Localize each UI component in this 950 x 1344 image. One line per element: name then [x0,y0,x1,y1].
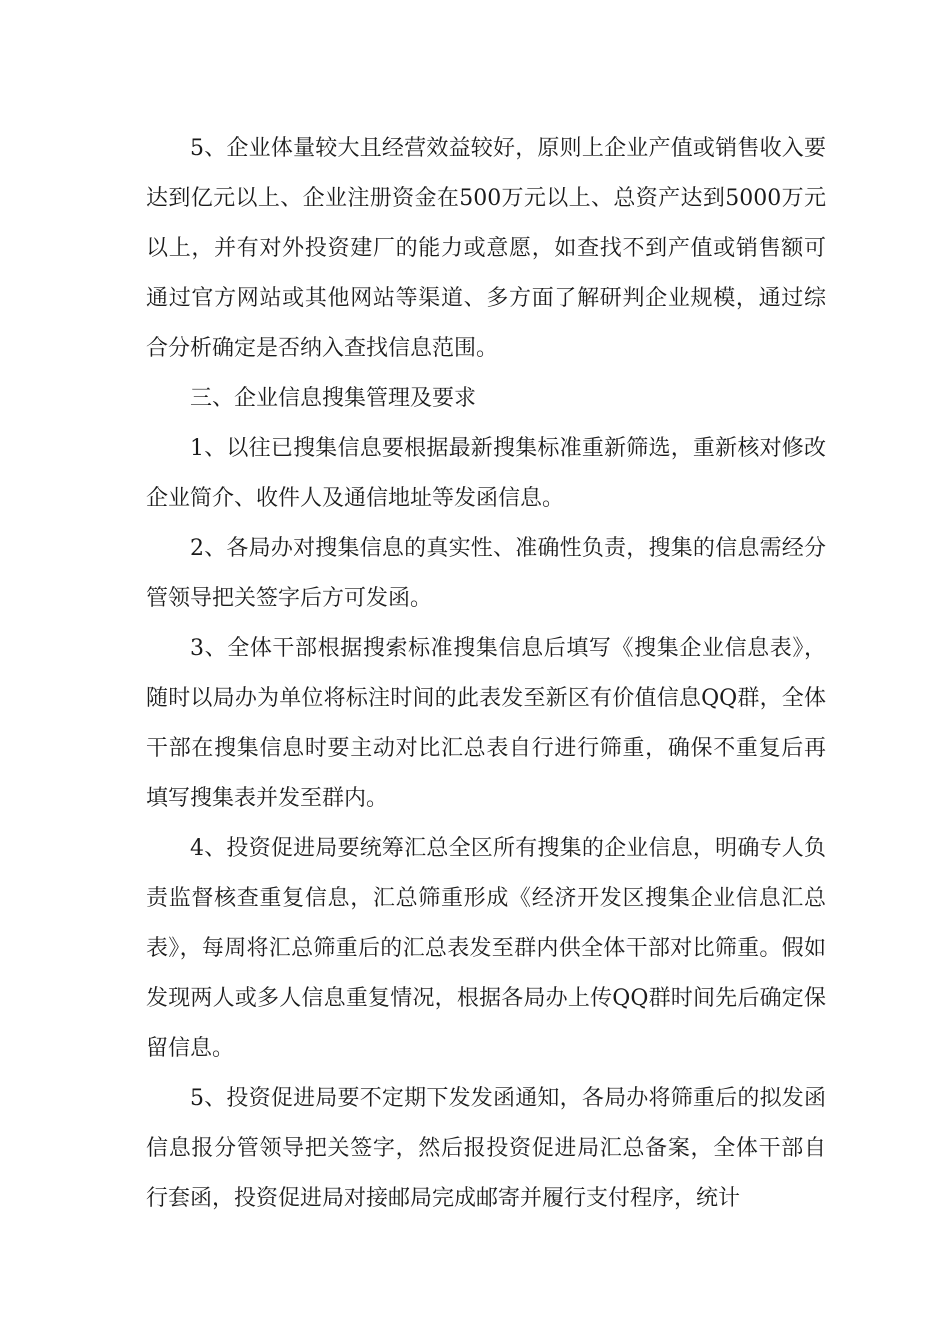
paragraph-item-1: 1、以往已搜集信息要根据最新搜集标准重新筛选，重新核对修改企业简介、收件人及通信地址等发函信息。 [146,436,826,511]
paragraph-scale-criteria: 5、企业体量较大且经营效益较好，原则上企业产值或销售收入要达到亿元以上、企业注册资金在500万元以上、总资产达到5000万元以上，并有对外投资建厂的能力或意愿，如查找不到产值或销售额可通过官方网站或其他网站等渠道、多方面了解研判企业规模，通过综合分析确定是否纳入查找信息范围。 [146,136,826,361]
paragraph-item-5: 5、投资促进局要不定期下发发函通知，各局办将筛重后的拟发函信息报分管领导把关签字，然后报投资促进局汇总备案，全体干部自行套函，投资促进局对接邮局完成邮寄并履行支付程序，统计 [146,1086,826,1211]
paragraph-item-3: 3、全体干部根据搜索标准搜集信息后填写《搜集企业信息表》，随时以局办为单位将标注时间的此表发至新区有价值信息QQ群，全体干部在搜集信息时要主动对比汇总表自行进行筛重，确保不重复后再填写搜集表并发至群内。 [146,636,826,811]
paragraph-item-4: 4、投资促进局要统筹汇总全区所有搜集的企业信息，明确专人负责监督核查重复信息，汇总筛重形成《经济开发区搜集企业信息汇总表》，每周将汇总筛重后的汇总表发至群内供全体干部对比筛重。假如发现两人或多人信息重复情况，根据各局办上传QQ群时间先后确定保留信息。 [146,836,826,1061]
section-heading-3: 三、企业信息搜集管理及要求 [190,386,477,411]
document-body [146,124,826,1224]
paragraph-item-2: 2、各局办对搜集信息的真实性、准确性负责，搜集的信息需经分管领导把关签字后方可发函。 [146,536,826,611]
